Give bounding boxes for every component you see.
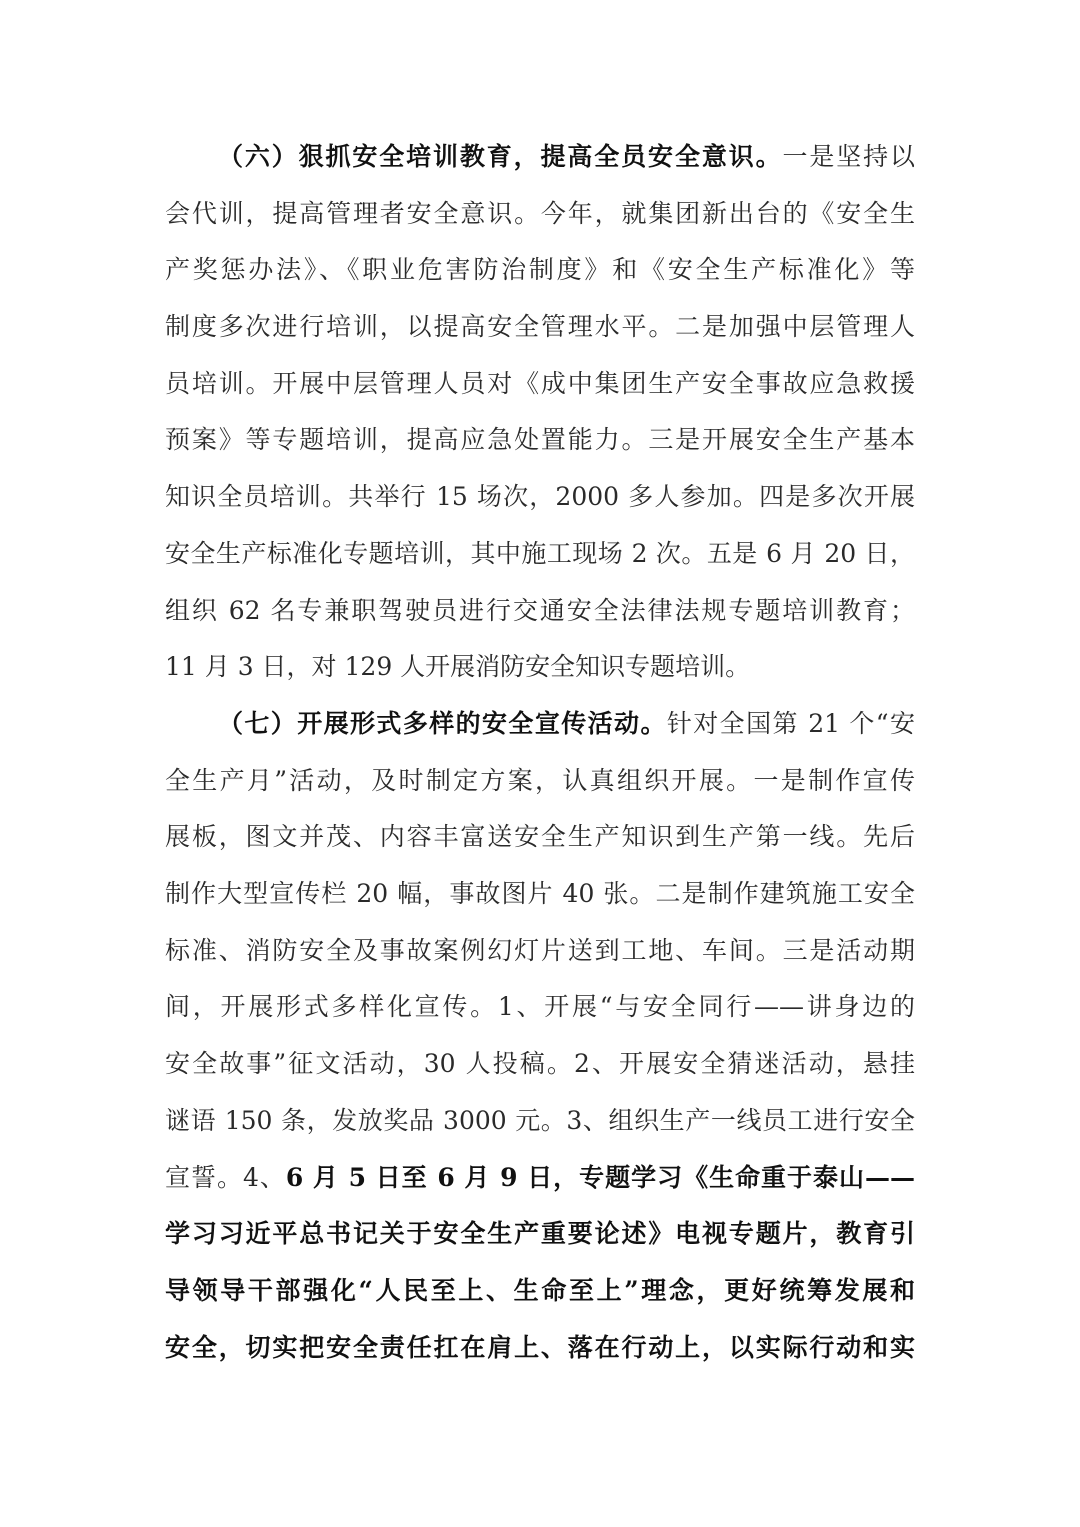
section7-bold-line-2: 导领导干部强化“人民至上、生命至上”理念，更好统筹发展和	[165, 1276, 915, 1305]
section6-line-8: 安全生产标准化专题培训，其中施工现场 2 次。五是 6 月 20 日，	[165, 539, 915, 568]
section7-line-7: 安全故事”征文活动，30 人投稿。2、开展安全猜迷活动，悬挂	[165, 1049, 915, 1078]
section7-line-2: 全生产月”活动，及时制定方案，认真组织开展。一是制作宣传	[165, 766, 915, 795]
section7-bold-line-3: 安全，切实把安全责任扛在肩上、落在行动上，以实际行动和实	[165, 1333, 915, 1362]
section7-bold-line-1: 学习习近平总书记关于安全生产重要论述》电视专题片，教育引	[165, 1219, 915, 1248]
section6-line-10: 11 月 3 日，对 129 人开展消防安全知识专题培训。	[165, 652, 751, 681]
section6-line-3: 产奖惩办法》、《职业危害防治制度》和《安全生产标准化》等	[165, 255, 915, 284]
section6-line-7: 知识全员培训。共举行 15 场次，2000 多人参加。四是多次开展	[165, 482, 915, 511]
section6-line-2: 会代训，提高管理者安全意识。今年，就集团新出台的《安全生	[165, 199, 915, 228]
section7-line-9-text: 宣誓。4、	[165, 1163, 286, 1192]
section7-line-9	[165, 1156, 915, 1200]
section6-line-5: 员培训。开展中层管理人员对《成中集团生产安全事故应急救援	[165, 369, 915, 398]
section6-line-4: 制度多次进行培训，以提高安全管理水平。二是加强中层管理人	[165, 312, 915, 341]
section7-line-8: 谜语 150 条，发放奖品 3000 元。3、组织生产一线员工进行安全	[165, 1106, 915, 1135]
section6-line-9: 组织 62 名专兼职驾驶员进行交通安全法律法规专题培训教育；	[165, 596, 915, 625]
section6-line-1	[218, 135, 915, 179]
section7-heading: （七）开展形式多样的安全宣传活动。	[218, 709, 667, 738]
section7-line-5: 标准、消防安全及事故案例幻灯片送到工地、车间。三是活动期	[165, 936, 915, 965]
section6-line-1-text: 一是坚持以	[782, 142, 915, 171]
section6-heading: （六）狠抓安全培训教育，提高全员安全意识。	[218, 142, 783, 171]
section7-line-1-text: 针对全国第 21 个“安	[666, 709, 915, 738]
section7-line-1	[218, 702, 915, 746]
section7-line-6: 间，开展形式多样化宣传。1、开展“与安全同行——讲身边的	[165, 992, 915, 1021]
section7-bold-tail: 6 月 5 日至 6 月 9 日，专题学习《生命重于泰山——	[285, 1163, 916, 1192]
section6-line-6: 预案》等专题培训，提高应急处置能力。三是开展安全生产基本	[165, 425, 915, 454]
section7-line-4: 制作大型宣传栏 20 幅，事故图片 40 张。二是制作建筑施工安全	[165, 879, 915, 908]
section7-line-3: 展板，图文并茂、内容丰富送安全生产知识到生产第一线。先后	[165, 822, 915, 851]
